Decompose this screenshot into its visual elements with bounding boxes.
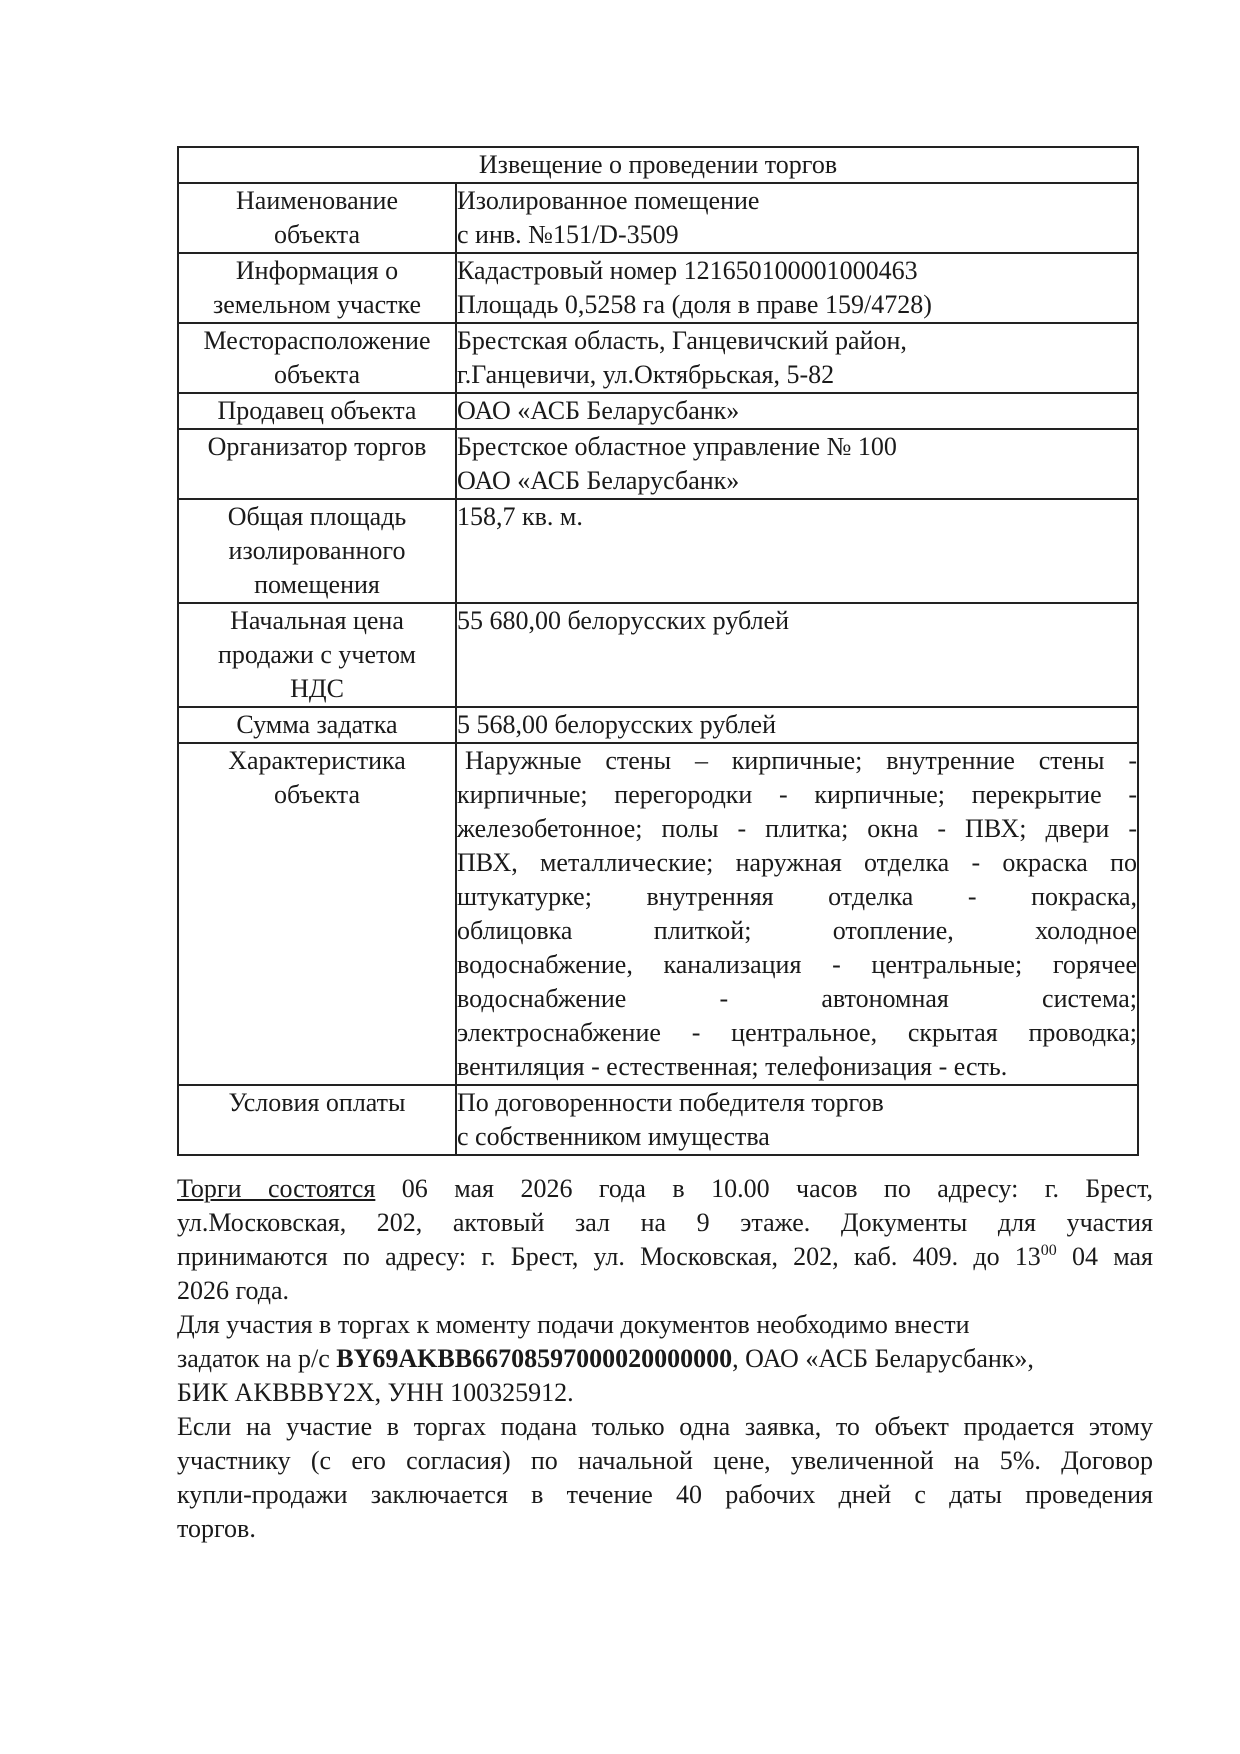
paragraph-text: , ОАО «АСБ Беларусбанк», [732,1344,1034,1373]
row-label-seller [178,393,456,429]
row-label-characteristics [178,743,456,1085]
table-title-row [178,147,1138,183]
row-value-payment-terms [456,1085,1138,1155]
value-line: ОАО «АСБ Беларусбанк» [457,466,740,495]
paragraph-line: торгов. [177,1514,256,1543]
paragraph-text: 06 мая 2026 года в 10.00 часов по адресу: г. Брест, [375,1174,1153,1203]
label-line: земельном участке [212,290,422,319]
value-line: Брестское областное управление № 100 [457,432,897,461]
row-value-land-info [456,253,1138,323]
row-value-location [456,323,1138,393]
value-line: г.Ганцевичи, ул.Октябрьская, 5-82 [457,360,835,389]
label-line: Информация о [235,256,399,285]
paragraph-line: 2026 года. [177,1276,290,1305]
row-value-start-price [456,603,1138,707]
paragraph-line: купли-продажи заключается в течение 40 рабочих дней с даты проведения [177,1480,1153,1509]
row-value-deposit [456,707,1138,743]
row-value-characteristics [456,743,1138,1085]
auction-notice-table [177,146,1139,1156]
paragraph-line [177,1240,1153,1274]
row-label-location [178,323,456,393]
table-row [178,393,1138,429]
value-line: Площадь 0,5258 га (доля в праве 159/4728) [457,290,932,319]
description-line: ПВХ, металлические; наружная отделка - окраска по [457,848,1137,877]
description-line: водоснабжение - автономная система; [457,984,1137,1013]
table-row [178,253,1138,323]
table-row [178,323,1138,393]
description-line: кирпичные; перегородки - кирпичные; перекрытие - [457,780,1137,809]
value-line: Кадастровый номер 121650100001000463 [457,256,918,285]
label-line: изолированного [228,536,406,565]
table-row [178,603,1138,707]
value-line: По договоренности победителя торгов [457,1088,884,1117]
table-title: Извещение о проведении торгов [178,147,1138,183]
description-line: электроснабжение - центральное, скрытая проводка; [457,1018,1137,1047]
label-line: Условия оплаты [228,1088,406,1117]
deposit-paragraph [177,1308,1153,1410]
table-row [178,429,1138,499]
row-label-deposit [178,707,456,743]
row-label-land-info [178,253,456,323]
table-row [178,183,1138,253]
description-line: штукатурке; внутренняя отделка - покраска, [457,882,1137,911]
row-value-organizer [456,429,1138,499]
table-row [178,707,1138,743]
label-line: помещения [254,570,380,599]
paragraph-text: 04 мая [1056,1242,1153,1271]
single-bid-paragraph [177,1410,1153,1546]
label-line: объекта [273,220,361,249]
paragraph-line: ул.Московская, 202, актовый зал на 9 этаже. Документы для участия [177,1208,1153,1237]
paragraph-line: БИК AKBBBY2X, УНН 100325912. [177,1378,574,1407]
description-line: Наружные стены – кирпичные; внутренние стены - [465,746,1137,775]
label-line: продажи с учетом [218,640,416,669]
label-line: НДС [290,674,344,703]
description-line: водоснабжение, канализация - центральные; горячее [457,950,1137,979]
paragraph-line [177,1172,1153,1206]
description-line: вентиляция - естественная; телефонизация - есть. [457,1052,1008,1081]
label-line: Месторасположение [203,326,431,355]
label-line: Продавец объекта [217,396,417,425]
row-label-organizer [178,429,456,499]
row-label-start-price [178,603,456,707]
row-label-object-name [178,183,456,253]
row-label-total-area [178,499,456,603]
table-row [178,499,1138,603]
bank-account-number: BY69AKBB66708597000020000000 [336,1344,733,1373]
paragraph-line: Для участия в торгах к моменту подачи документов необходимо внести [177,1310,970,1339]
label-line: объекта [273,360,361,389]
label-line: Начальная цена [230,606,404,635]
value-line: 55 680,00 белорусских рублей [457,606,790,635]
label-line: Наименование [236,186,398,215]
paragraph-line [177,1342,1153,1376]
label-line: Сумма задатка [236,710,398,739]
paragraph-line: участнику (с его согласия) по начальной цене, увеличенной на 5%. Договор [177,1446,1153,1475]
auction-heading-underlined: Торги состоятся [177,1174,376,1203]
value-line: Брестская область, Ганцевичский район, [457,326,907,355]
label-line: Характеристика [228,746,406,775]
value-line: с инв. №151/D-3509 [457,220,679,249]
value-line: с собственником имущества [457,1122,770,1151]
description-line: облицовка плиткой; отопление, холодное [457,916,1137,945]
label-line: Организатор торгов [207,432,427,461]
label-line: Общая площадь [227,502,407,531]
label-line: объекта [273,780,361,809]
row-value-object-name [456,183,1138,253]
paragraph-line: Если на участие в торгах подана только одна заявка, то объект продается этому [177,1412,1153,1441]
value-line: 5 568,00 белорусских рублей [457,710,777,739]
value-line: 158,7 кв. м. [457,502,583,531]
row-label-payment-terms [178,1085,456,1155]
auction-date-paragraph [177,1172,1153,1308]
row-value-seller [456,393,1138,429]
value-line: Изолированное помещение [457,186,760,215]
value-line: ОАО «АСБ Беларусбанк» [457,396,740,425]
time-minutes-superscript: 00 [1040,1242,1057,1259]
table-row [178,743,1138,1085]
paragraph-text: задаток на р/с [177,1344,337,1373]
table-row [178,1085,1138,1155]
row-value-total-area [456,499,1138,603]
paragraph-text: принимаются по адресу: г. Брест, ул. Московская, 202, каб. 409. до 13 [177,1242,1041,1271]
notice-body-text [177,1172,1153,1546]
description-line: железобетонное; полы - плитка; окна - ПВХ; двери - [457,814,1137,843]
